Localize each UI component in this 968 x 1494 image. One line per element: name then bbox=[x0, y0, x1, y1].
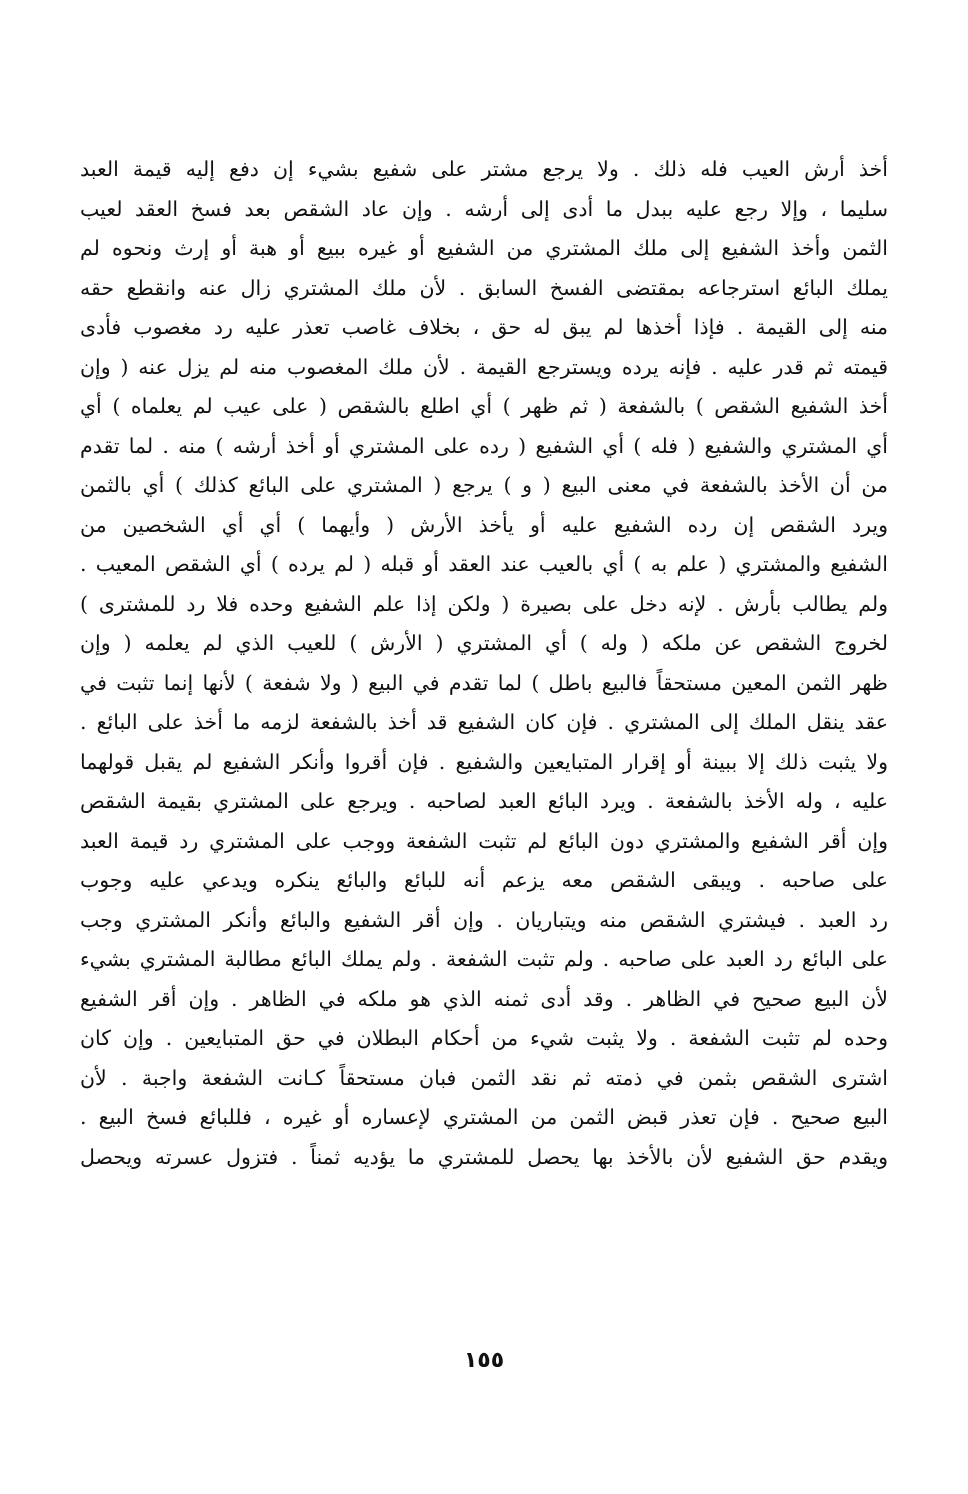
text-line: أخذ الشفيع الشقص ) بالشفعة ( ثم ظهر ) أي اطلع بالشقص ( على عيب لم يعلماه ) أي bbox=[80, 394, 888, 418]
text-line: منه إلى القيمة . فإذا أخذها لم يبق له حق ، بخلاف غاصب تعذر عليه رد مغصوب فأدى bbox=[80, 315, 888, 339]
text-line: ظهر الثمن المعين مستحقاً فالبيع باطل ) لما تقدم في البيع ( ولا شفعة ) لأنها إنما تثبت في bbox=[80, 670, 888, 695]
text-line: عقد ينقل الملك إلى المشتري . فإن كان الشفيع قد أخذ بالشفعة لزمه ما أخذ على البائع . bbox=[80, 710, 888, 734]
text-line: من أن الأخذ بالشفعة في معنى البيع ( و ) يرجع ( المشتري على البائع كذلك ) أي بالثمن bbox=[80, 473, 888, 497]
text-line: لأن البيع صحيح في الظاهر . وقد أدى ثمنه الذي هو ملكه في الظاهر . وإن أقر الشفيع bbox=[80, 986, 888, 1011]
text-line: أي المشتري والشفيع ( فله ) أي الشفيع ( رده على المشتري أو أخذ أرشه ) منه . لما تقدم bbox=[80, 433, 888, 458]
text-line: سليما ، وإلا رجع عليه ببدل ما أدى إلى أرشه . وإن عاد الشقص بعد فسخ العقد لعيب bbox=[80, 196, 888, 221]
text-line: ولا يثبت ذلك إلا ببينة أو إقرار المتبايعين والشفيع . فإن أقروا وأنكر الشفيع لم يقبل قولهما bbox=[80, 749, 888, 774]
text-line: على البائع رد العبد على صاحبه . ولم تثبت الشفعة . ولم يملك البائع مطالبة المشتري بشيء bbox=[80, 947, 888, 971]
text-line: على صاحبه . ويبقى الشقص معه يزعم أنه للبائع والبائع ينكره ويدعي عليه وجوب bbox=[80, 868, 888, 892]
text-line: عليه ، وله الأخذ بالشفعة . ويرد البائع العبد لصاحبه . ويرجع على المشتري بقيمة الشقص bbox=[80, 789, 888, 813]
text-line: ويقدم حق الشفيع لأن بالأخذ بها يحصل للمشتري ما يؤديه ثمناً . فتزول عسرته ويحصل bbox=[80, 1144, 888, 1169]
text-line: ويرد الشقص إن رده الشفيع عليه أو يأخذ الأرش ( وأيهما ) أي أي الشخصين من bbox=[80, 512, 888, 537]
text-line: وإن أقر الشفيع والمشتري دون البائع لم تثبت الشفعة ووجب على المشتري رد قيمة العبد bbox=[80, 828, 888, 853]
text-line: الثمن وأخذ الشفيع إلى ملك المشتري من الشفيع أو غيره ببيع أو هبة أو إرث ونحوه لم bbox=[80, 236, 888, 260]
text-line: ولم يطالب بأرش . لإنه دخل على بصيرة ( ولكن إذا علم الشفيع وحده فلا رد للمشترى ) bbox=[80, 591, 888, 616]
text-line: أخذ أرش العيب فله ذلك . ولا يرجع مشتر على شفيع بشيء إن دفع إليه قيمة العبد bbox=[80, 157, 888, 181]
page-number: ١٥٥ bbox=[463, 1348, 505, 1373]
text-line: لخروج الشقص عن ملكه ( وله ) أي المشتري ( الأرش ) للعيب الذي لم يعلمه ( وإن bbox=[80, 631, 888, 655]
text-line: وحده لم تثبت الشفعة . ولا يثبت شيء من أحكام البطلان في حق المتبايعين . وإن كان bbox=[80, 1026, 888, 1050]
text-line: اشترى الشقص بثمن في ذمته ثم نقد الثمن فبان مستحقاً كـانت الشفعة واجبة . لأن bbox=[80, 1065, 888, 1090]
text-line: قيمته ثم قدر عليه . فإنه يرده ويسترجع القيمة . لأن ملك المغصوب منه لم يزل عنه ( وإن bbox=[80, 354, 888, 379]
text-line: البيع صحيح . فإن تعذر قبض الثمن من المشتري لإعساره أو غيره ، فللبائع فسخ البيع . bbox=[80, 1105, 888, 1129]
text-line: رد العبد . فيشتري الشقص منه ويتباريان . وإن أقر الشفيع والبائع وأنكر المشتري وجب bbox=[80, 907, 888, 932]
text-line: يملك البائع استرجاعه بمقتضى الفسخ السابق . لأن ملك المشتري زال عنه وانقطع حقه bbox=[80, 275, 888, 300]
body-text bbox=[80, 150, 888, 1177]
text-line: الشفيع والمشتري ( علم به ) أي بالعيب عند العقد أو قبله ( لم يرده ) أي الشقص المعيب . bbox=[80, 552, 888, 576]
